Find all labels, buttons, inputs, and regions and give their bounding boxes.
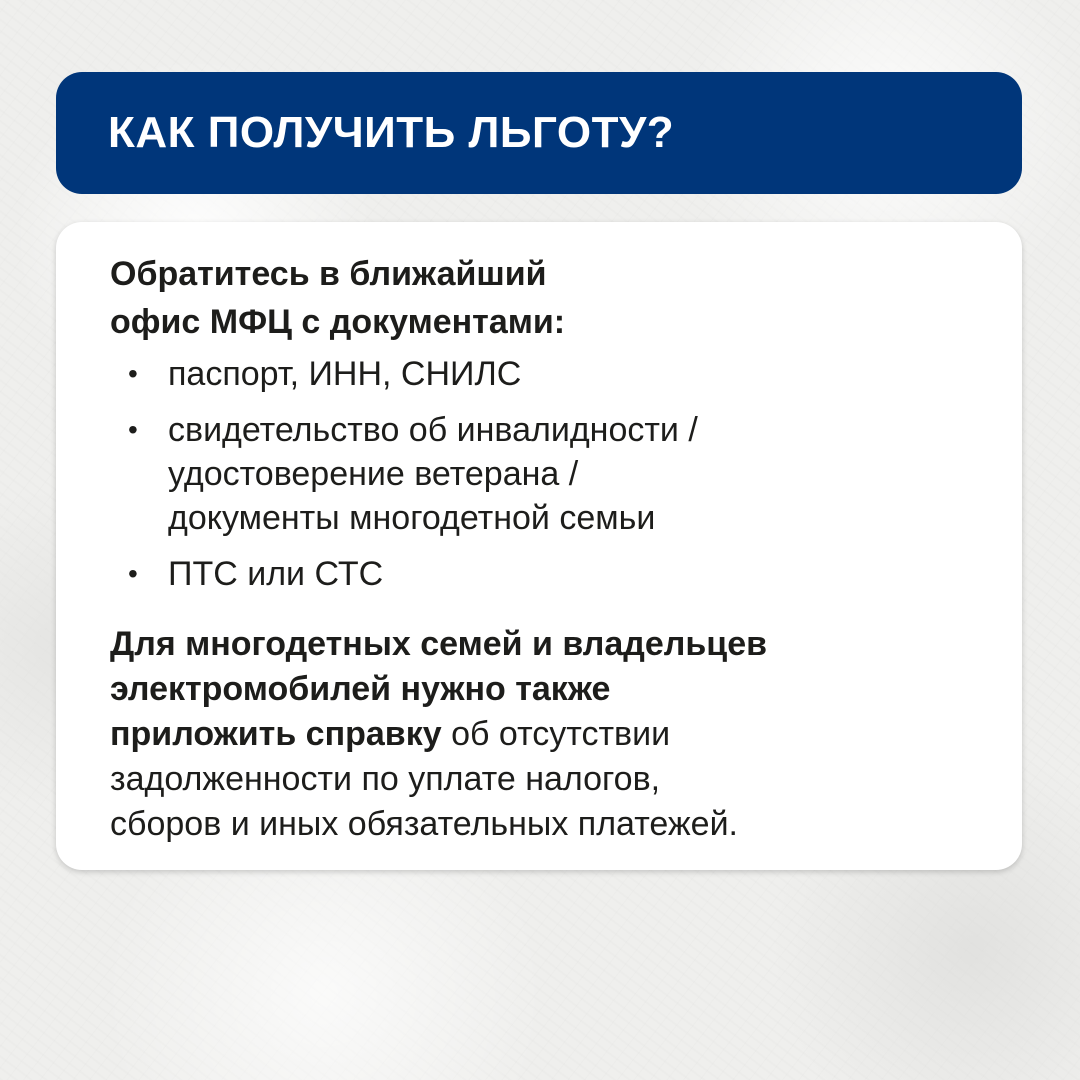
list-item-text: свидетельство об инвалидности / [168, 411, 698, 449]
list-item-text: паспорт, ИНН, СНИЛС [168, 355, 522, 393]
list-item [110, 352, 982, 396]
note-bold-inline: приложить справку [110, 715, 442, 753]
list-item-text: ПТС или СТС [168, 555, 384, 593]
lead-line: Обратитесь в ближайший [110, 255, 547, 293]
documents-list [110, 352, 982, 596]
note-text [110, 622, 982, 847]
note-regular-line: сборов и иных обязательных платежей. [110, 805, 739, 843]
list-item [110, 552, 982, 596]
list-item [110, 408, 982, 540]
bullet-icon: • [128, 558, 138, 589]
note-regular-inline: об отсутствии [441, 715, 671, 753]
lead-line: офис МФЦ с документами: [110, 303, 566, 341]
note-mixed-line [110, 712, 982, 757]
note-bold-line: электромобилей нужно также [110, 670, 611, 708]
lead-text [110, 250, 982, 346]
list-item-text: документы многодетной семьи [168, 499, 656, 537]
note-regular-line: задолженности по уплате налогов, [110, 760, 661, 798]
bullet-icon: • [128, 414, 138, 445]
page-title: КАК ПОЛУЧИТЬ ЛЬГОТУ? [108, 108, 675, 157]
note-bold-line: Для многодетных семей и владельцев [110, 625, 768, 663]
info-card [56, 222, 1022, 870]
header-banner [56, 72, 1022, 194]
bullet-icon: • [128, 358, 138, 389]
list-item-text: удостоверение ветерана / [168, 455, 579, 493]
